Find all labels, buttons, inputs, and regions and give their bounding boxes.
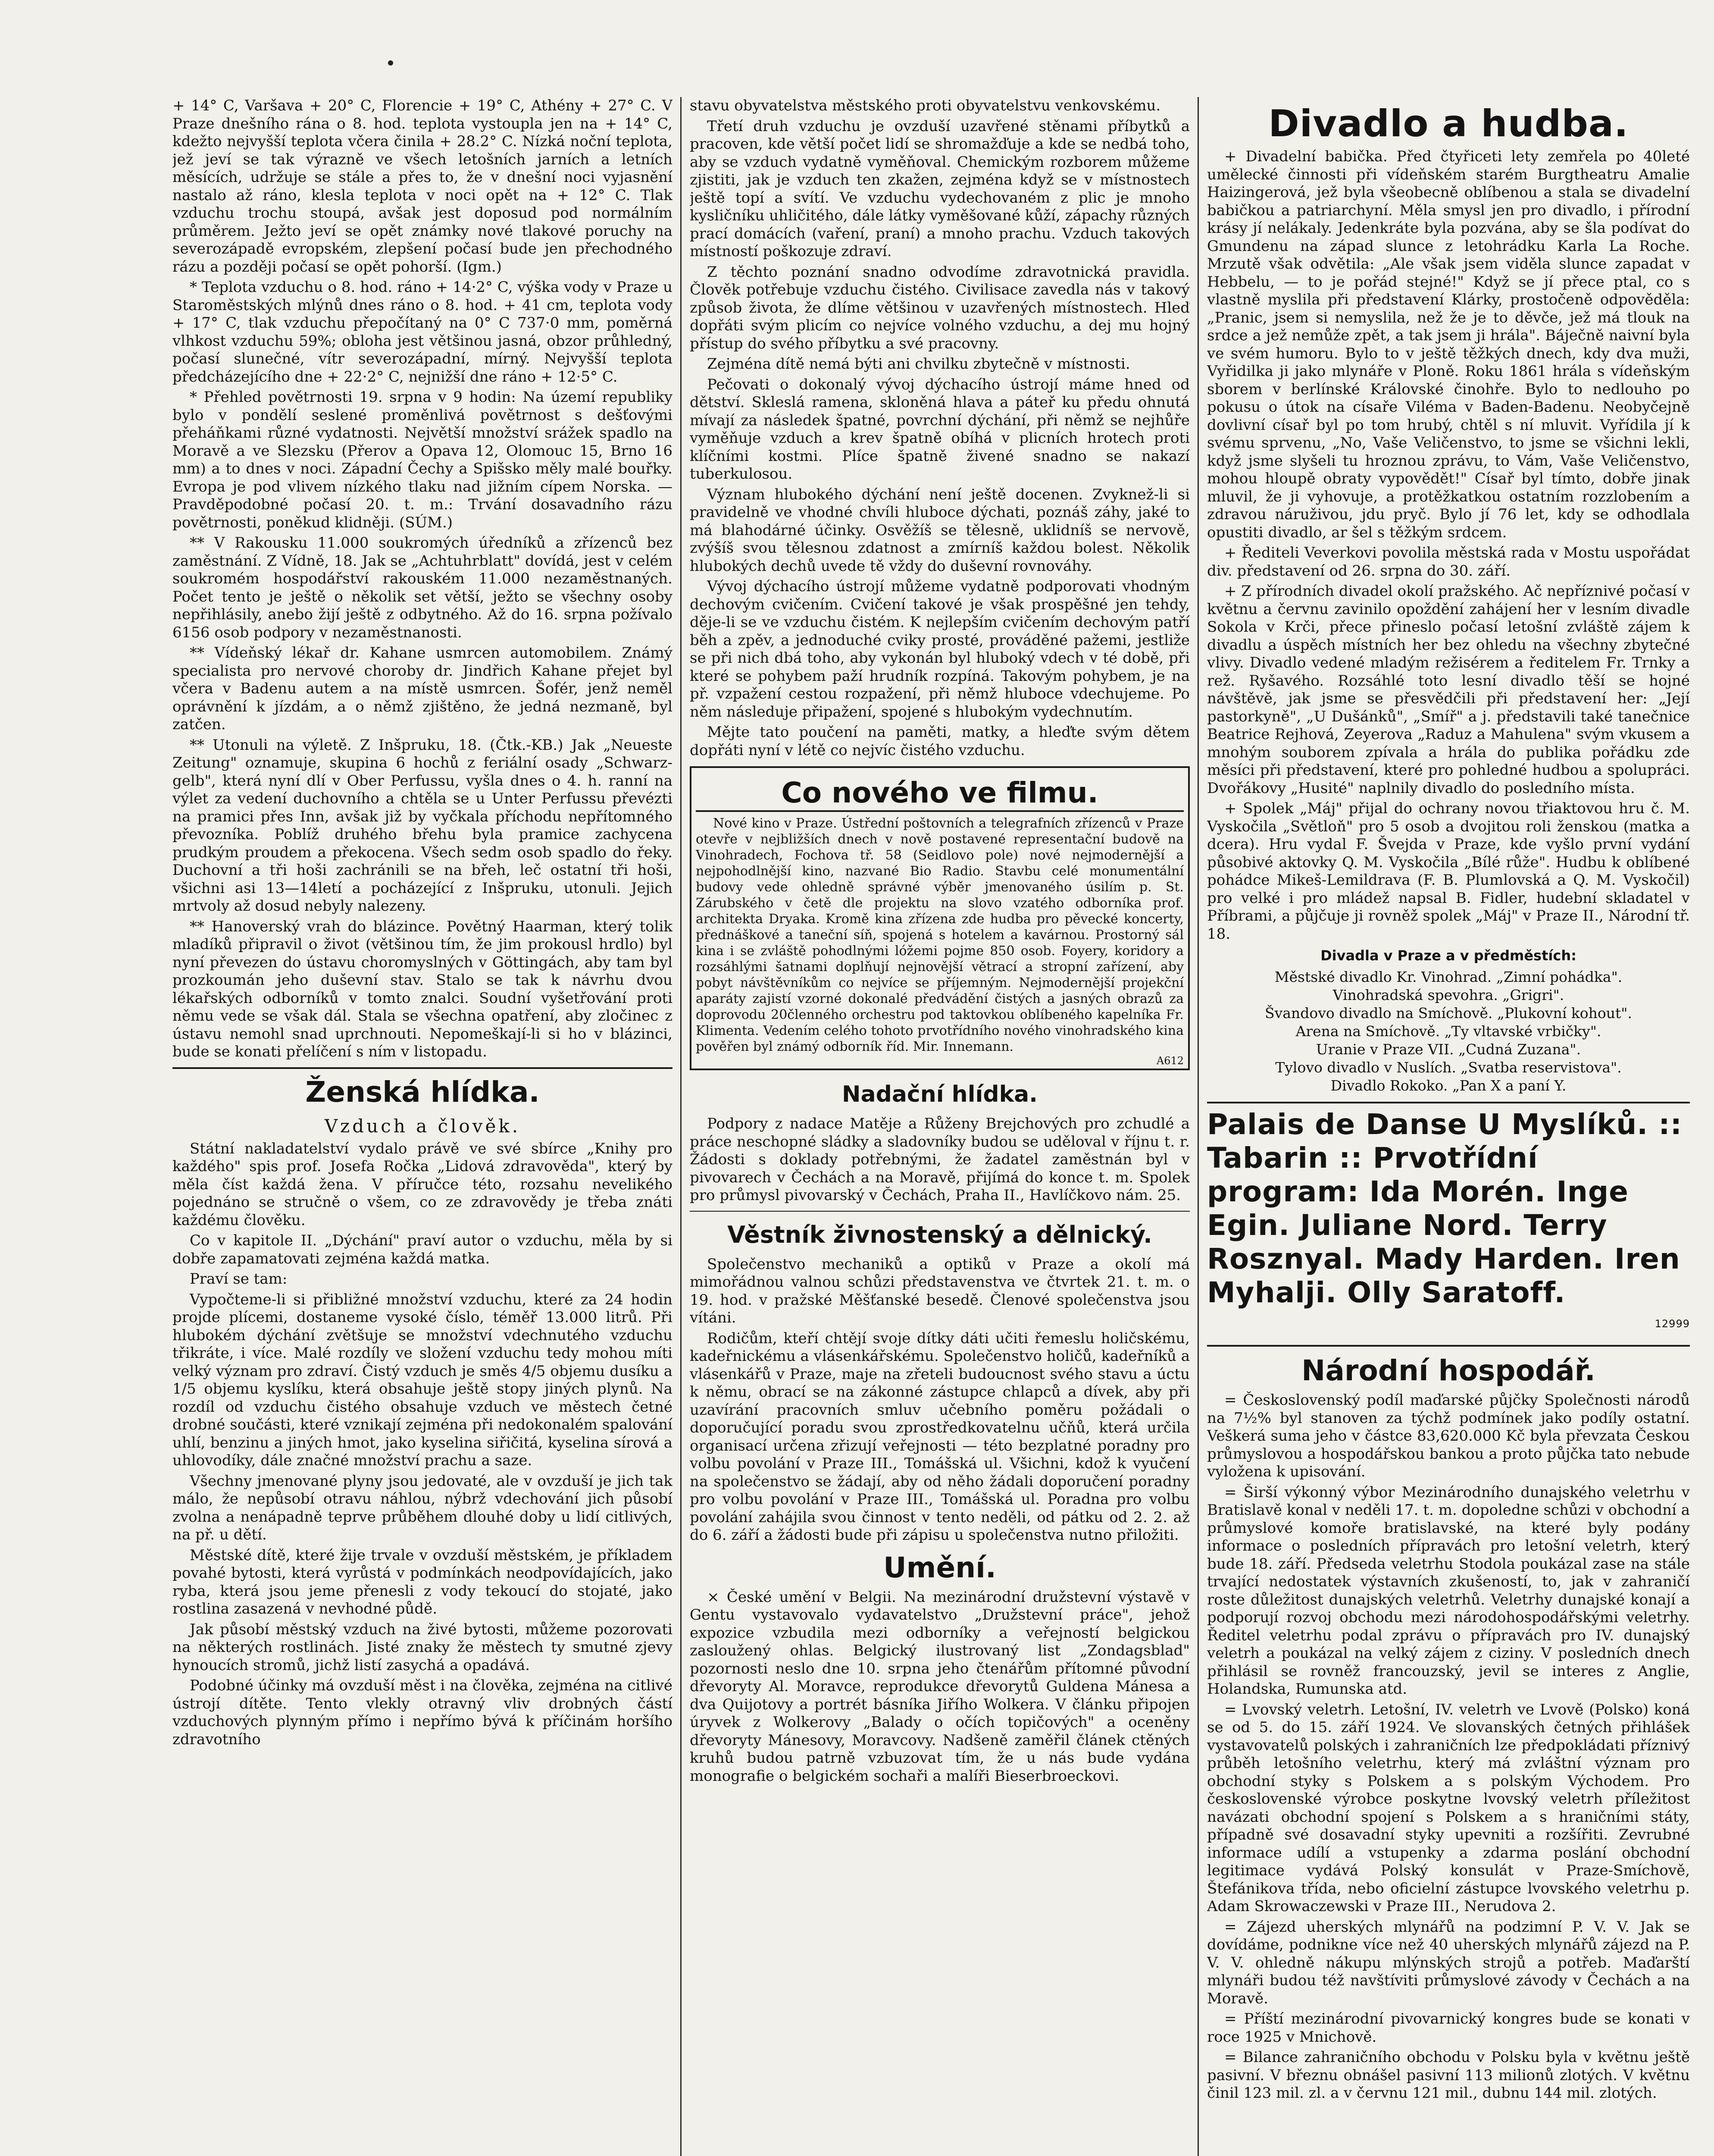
article-paragraph: Jak působí městský vzduch na živé bytosti, můžeme pozorovati na některých rostlinách. Jisté znaky že městech ty smutné zjevy hynoucích stromů, jichž listí zasychá a opadává. — [172, 1620, 672, 1674]
article-paragraph: Podobné účinky má ovzduší měst i na člověka, zejména na citlivé ústrojí dítěte. Tento vlekly otravný vliv drobných částí vzduchových plynným přímo i nepřímo bývá k příčinám horšího zdravotního — [172, 1677, 672, 1748]
divadlo-article: + Spolek „Máj" přijal do ochrany novou třiaktovou hru č. M. Vyskočila „Světloň" pro 5 osob a dvojitou roli ženskou (matka a dcera). Hru vydal F. Švejda v Praze, kde vyšlo první vydání působivé aktovky Q. M. Vyskočila „Bílé růže". Hudbu k oblíbené pohádce Mikeš-Lemildrava (F. B. Plumlovská a Q. M. Vyskočil) pro velké i pro mládež napsal B. Fidler, hudební skladatel v Příbrami, a půjčuje ji rovněž spolek „Máj" v Praze II., Národní tř. 18. — [1207, 800, 1690, 943]
divadlo-article: + Řediteli Veverkovi povolila městská rada v Mostu uspořádat div. představení od 26. srpna do 30. září. — [1207, 544, 1690, 580]
listing-item: Tylovo divadlo v Nuslích. „Svatba reservistova". — [1275, 1059, 1622, 1076]
divadlo-article: + Divadelní babička. Před čtyřiceti lety zemřela po 40leté umělecké činnosti při vídeňském starém Burgtheatru Amalie Haizingerová, jež byla všeobecně oblíbenou a stala se divadelní babičkou a patriarchyní. Měla smysl jen pro divadlo, i přírodní krásy jí nelákaly. Jedenkráte byla pozvána, aby se šla podívat do Gmundenu na západ slunce z letohrádku Karla La Roche. Mrzutě však odvětila: „Ale však jsem viděla slunce zapadat v Hebbelu, — to je pořád stejné!" Když se jí přece ptal, co s vlastně myslila při představení Klárky, prostočeně odpověděla: „Pranic, jsem si nemyslila, než že je to děvče, jež má tlouk na srdce a jež nemůže zpět, a tak jsem ji hrála". Báječně naivní byla ve svém humoru. Bylo to v ještě těžkých dnech, kdy dva muži, Vyřidilka ji jako mlynáře v Ploně. Roku 1861 hrála s vídeňským sborem v berlínské Královské činohře. Bylo to nedlouho po pokusu o útok na císaře Viléma v Baden-Badenu. Neobyčejně dovlivní císař byl po tom hrubý, chtěl s ní mluvit. Vyřídila jí k svému sprvenu, „No, Vaše Veličenstvo, to jsme se všichni lekli, když jsme slyšeli tu hroznou zprávu, to Vám, Vaše Veličenstvo, mohou hloupě obraty vypovědět!" Císař byl tímto, dobře jinak mluvil, že ji vyhovuje, a protěžkatkou ostatním rozzlobením a zdravou náruživou, jdu pryč. Bylo jí 76 let, kdy se odhodlala opustiti divadlo, ar šel s těžkým srdcem. — [1207, 148, 1690, 541]
article-paragraph: Z těchto poznání snadno odvodíme zdravotnická pravidla. Člověk potřebuje vzduchu čistého. Civilisace zavedla nás v takový způsob života, že dlíme většinou v uzavřených místnostech. Hleď dopřáti svým plicím co nejvíce volného vzduchu, a dej mu hojný přístup do svého příbytku a své pracovny. — [690, 263, 1190, 352]
film-article: Nové kino v Praze. Ústřední poštovních a telegrafních zřízenců v Praze otevře v nejbližších dnech v nově postavené representační budově na Vinohradech, Fochova tř. 58 (Seidlovo pole) nové nejmodernější a nejpohodlnější kino, nazvané Bio Radio. Stavbu celé monumentální budovy vede ohledně správné výběr jmenovaného úsilím p. St. Zárubského v četě dle projektu na slovo vzatého odborníka prof. architekta Dryaka. Kromě kina zřízena zde hudba pro pěvecké koncerty, přednáškové a taneční síň, spojená s hotelem a kavárnou. Prostorný sál kina i se zvláště pohodlnými lóžemi pojme 850 osob. Foyery, koridory a rozsáhlými šatnami doplňují nejnovější větrací a stropní zařízení, aby pobyt návštěvníkům co nejvíce se příjemným. Nejmodernější projekční aparáty zajistí vzorné dokonalé předvádění čistých a jasných obrazů za doprovodu 20členného orchestru pod taktovkou oblíbeného kapelníka Fr. Klimenta. Vedením celého tohoto prvotřídního nového vinohradského kina pověřen byl známý odborník říd. Mir. Innemann. — [696, 816, 1184, 1054]
listing-item: Vinohradská spevohra. „Grigri". — [1332, 987, 1564, 1003]
economy-article: = Příští mezinárodní pivovarnický kongres bude se konati v roce 1925 v Mnichově. — [1207, 2010, 1690, 2046]
ad-code: A612 — [1156, 1055, 1184, 1067]
ink-dot — [388, 60, 393, 66]
umeni-article: × České umění v Belgii. Na mezinárodní družstevní výstavě v Gentu vystavovalo vydavatelstvo „Družstevní práce", jehož expozice vzbudila mezi odborníky a veřejností belgickou zasloužený ohlas. Belgický ilustrovaný list „Zondagsblad" pozornosti neslo dne 10. srpna jeho čtenářům přítomné původní dřevoryty Al. Moravce, reprodukce dřevorytů Guldena Mánesa a dva Quijotovy a portrét básníka Jiřího Wolkera. V článku připojen úryvek z Wolkerovy „Balady o očích topičových" a oceněny dřevoryty Mánesovy, Moravcovy. Nadšeně zaměřil článek ctěných kruhů budou patrně vzbuzovat tím, že u nás bude vydána monografie o belgickém sochaři a malíři Bieserbroeckovi. — [690, 1588, 1190, 1785]
listing-item: Uranie v Praze VII. „Cudná Zuzana". — [1316, 1041, 1581, 1058]
economy-article: = Bilance zahraničního obchodu v Polsku byla v květnu ještě pasivní. V březnu obnášel pasivní 113 milionů zlotých. V květnu činil 123 mil. zl. a v červnu 121 mil., dubnu 144 mil. zlotých. — [1207, 2049, 1690, 2102]
article-paragraph: Co v kapitole II. „Dýchání" praví autor o vzduchu, měla by si dobře zapamatovati zejména každá matka. — [172, 1232, 672, 1267]
section-title-narodni-hospodar: Národní hospodář. — [1301, 1354, 1595, 1387]
article-paragraph: Mějte tato poučení na paměti, matky, a hleďte svým dětem dopřáti nyní v létě co nejvíc čistého vzduchu. — [690, 724, 1190, 759]
listing-item: Divadlo Rokoko. „Pan X a paní Y. — [1330, 1077, 1567, 1094]
weather-overview: * Přehled povětrnosti 19. srpna v 9 hodin: Na území republiky bylo v pondělí seslené proměnlivá povětrnost s dešťovými přeháňkami různé vydatnosti. Největší množství srážek spadlo na Moravě a ve Slezsku (Přerov a Opava 12, Olomouc 15, Brno 16 mm) a to dnes v noci. Západní Čechy a Spišsko měly malé bouřky. Evropa je pod vlivem nízkého tlaku nad jižním cípem Norska. — Pravděpodobné počasí 20. t. m.: Trvání dosavadního rázu povětrnosti, poněkud klidněji. (SÚM.) — [172, 389, 672, 531]
article-paragraph: Vypočteme-li si přibližné množství vzduchu, které za 24 hodin projde plícemi, dostaneme vysoké číslo, téměř 13.000 litrů. Při hlubokém dýchání zvětšuje se množství vdechnutého vzduchu třikráte, i více. Malé rozdíly ve složení vzduchu tedy mohou míti velký význam pro zdraví. Čistý vzduch je směs 4/5 objemu dusíku a 1/5 objemu kyslíku, která obsahuje ještě stopy jiných plynů. Na rozdíl od vzduchu čistého obsahuje vzduch ve městech četné drobné součásti, které vznikají zejména při nedokonalém spalování uhlí, benzinu a jiných hmot, jako kyselina siřičitá, kyselina sírová a uhlovodíky, dále značné množství prachu a saze. — [172, 1291, 672, 1469]
article-paragraph: Městské dítě, které žije trvale v ovzduší městském, je příkladem povahé bytosti, která vyrůstá v podmínkách neodpovídajících, jako ryba, která jsou jeme přenesli z vody tekoucí do stojaté, jako rostlina zasazená v nevhodné půdě. — [172, 1546, 672, 1617]
economy-article: = Zájezd uherských mlynářů na podzimní P. V. V. Jak se dovídáme, podnikne více než 40 uherských mlynářů zájezd na P. V. V. ohledně nákupu mlýnských strojů a potřeb. Maďarští mlynáři budou též navštíviti průmyslové závody v Čechách a na Moravě. — [1207, 1918, 1690, 2007]
section-title-nadacni: Nadační hlídka. — [841, 1081, 1038, 1107]
listing-item: Arena na Smíchově. „Ty vltavské vrbičky". — [1295, 1023, 1601, 1040]
article-paragraph: Pečovati o dokonalý vývoj dýchacího ústrojí máme hned od dětství. Skleslá ramena, skloněná hlava a páteř ku předu ohnutá mívají za následek špatné, povrchní dýchání, při němž se nejhůře vyměňuje vzduch a krev špatně obíhá v plicních hrotech proti klíčními kostmi. Plíce špatně živené snadno se nakazí tuberkulosou. — [690, 376, 1190, 483]
nadacni-article: Podpory z nadace Matěje a Růženy Brejchových pro zchudlé a práce neschopné sládky a sladovníky budou se uděloval v říjnu t. r. Žádosti s doklady potřebnými, že žadatel zaměstnán byl v pivovarech v Čechách a na Moravě, přijímá do konce t. m. Spolek pro průmysl pivovarský v Čechách, Praha II., Havlíčkovo nám. 25. — [690, 1115, 1190, 1204]
article-paragraph: Zejména dítě nemá býti ani chvilku zbytečně v místnosti. — [707, 355, 1130, 373]
ad-code: 12999 — [1655, 1318, 1690, 1330]
economy-article: = Československý podíl maďarské půjčky Společnosti národů na 7½% byl stanoven za týchž podmínek jako podíly ostatní. Veškerá suma jeho v částce 83,620.000 Kč byla převzata Českou průmyslovou a hospodářskou bankou a proto půjčka tato nebude vyložena k upisování. — [1207, 1391, 1690, 1480]
economy-article: = Širší výkonný výbor Mezinárodního dunajského veletrhu v Bratislavě konal v neděli 17. t. m. dopoledne schůzi v obchodní a průmyslové komoře bratislavské, na které byly podány informace o posledních přípravách pro letošní veletrh, který bude 18. září. Předseda veletrhu Stodola poukázal zase na stále trvající nedostatek výstavních zkušeností, to, jak v zahraničí roste důležitost dunajských veletrhů. Veletrhy dunajské konají a podporují rozvoj obchodu mezi národohospodářskými veletrhy. Ředitel veletrhu podal zprávu o přípravách pro IV. dunajský veletrh a poukázal na velký zájem z ciziny. V posledních dnech přihlásil se rovněž francouzský, jevil se interes z Anglie, Holandska, Rumunska atd. — [1207, 1483, 1690, 1698]
column-2 — [690, 97, 1190, 2156]
section-divider — [172, 1067, 672, 1069]
article-paragraph: Vývoj dýchacího ústrojí můžeme vydatně podporovati vhodným dechovým cvičením. Cvičení takové je však prospěšné jen tehdy, děje-li se ve vzduchu čistém. K nejlepším cvičením dechovým patří běh a zpěv, a jednoduché cviky prosté, prováděné pažemi, jestliže se při nich dbá toho, aby vykonán byl hluboký vdech v té době, při které se pohybem paží hrudník rozpíná. Takovým pohybem, je na př. vzpažení cestou rozpažení, při němž hluboce vdechujeme. Po něm následuje připažení, spojené s hlubokým vydechnutím. — [690, 578, 1190, 721]
article-paragraph: Praví se tam: — [190, 1270, 288, 1288]
weather-measurements: * Teplota vzduchu o 8. hod. ráno + 14·2° C, výška vody v Praze u Staroměstských mlýnů dnes ráno o 8. hod. + 41 cm, teplota vody + 17° C, tlak vzduchu přepočítaný na 0° C 737·0 mm, poměrná vlhkost vzduchu 59%; obloha jest většinou jasná, obzor průhledný, počasí slunečné, vítr severozápadní, mírný. Nejvyšší teplota předcházejícího dne + 22·2° C, nejnižší dne ráno + 12·5° C. — [172, 279, 672, 385]
article-paragraph: Třetí druh vzduchu je ovzduší uzavřené stěnami příbytků a pracoven, kde větší počet lidí se shromažďuje a kde se nedbá toho, aby se vzduch vydatně vyměňoval. Chemickým rozborem můžeme zjistiti, jak je vzduch ten zkažen, zejména když se v místnostech ještě topí a svítí. Ve vzduchu vydechovaném z plic je mnoho kysličníku uhličitého, dále látky vyměšované kůží, zápachy různých prací domácích (vaření, praní) a mnoho prachu. Vzduch takových místností poškozuje zdraví. — [690, 117, 1190, 260]
section-divider — [690, 1211, 1190, 1212]
article-paragraph: Státní nakladatelství vydalo právě ve své sbírce „Knihy pro každého" spis prof. Josefa Ročka „Lidová zdravověda", který by měla číst každá žena. V příručce této, rozsahu nevelikého pojednáno se stručně o všem, co ze zdravovědy je třeba znáti každému člověku. — [172, 1140, 672, 1229]
film-box — [690, 766, 1190, 1070]
listing-item: Švandovo divadlo na Smíchově. „Plukovní kohout". — [1265, 1005, 1632, 1022]
column-1 — [172, 97, 672, 2156]
article-paragraph: stavu obyvatelstva městského proti obyvatelstvu venkovskému. — [690, 97, 1161, 114]
vestnik-paragraph: Rodičům, kteří chtějí svoje dítky dáti učiti řemeslu holičskému, kadeřnickému a vlásenkářskému. Společenstvo holičů, kadeřníků a vlásenkářů v Praze, maje na zřeteli budoucnost svého stavu a úctu k němu, obrací se na zákonné zástupce chlapců a dívek, aby při uzavírání pracovních smluv učebního poměru požádali o doporučující poradu svou zprostředkovatelnu učňů, která určila organisací určena zřizují veřejnosti — této bezplatné poradny pro volbu povolání v Praze III., Tomášská ul. Všichni, kdož k vyučení na společenstvo se žádají, aby od něho žádali doporučení poradny pro volbu povolání v Praze III., Tomášská ul. Poradna pro volbu povolání zahájila svou činnost v tento neděli, od pátku od 2. 2. až do 6. září a žádosti bude při zápisu u společenstva nutno přiložiti. — [690, 1329, 1190, 1544]
theatre-listing — [1207, 968, 1690, 1095]
section-title-film: Co nového ve filmu. — [696, 776, 1184, 812]
column-rule — [680, 97, 682, 2156]
vestnik-paragraph: Společenstvo mechaniků a optiků v Praze a okolí má mimořádnou valnou schůzi představenstva ve čtvrtek 21. t. m. o 19. hod. v pražské Měšťanské besedě. Členové společenstva jsou vítáni. — [690, 1255, 1190, 1326]
theatre-listing-heading: Divadla v Praze a v předměstích: — [1320, 947, 1576, 964]
section-title-divadlo: Divadlo a hudba. — [1268, 102, 1629, 145]
weather-report-continued: + 14° C, Varšava + 20° C, Florencie + 19° C, Athény + 27° C. V Praze dnešního rána o 8. hod. teplota vystoupla jen na + 14° C, kdežto nejvyšší teplota včera činila + 28.2° C. Nízká noční teplota, jež jeví se tak výrazně ve všech letošních jarních a letních měsících, udržuje se stále a přes to, že v dnešní noci vyjasnění nastalo až ráno, klesla teplota v noci opět na + 12° C. Tlak vzduchu trochu stoupá, avšak jest doposud pod normálním průměrem. Ježto jeví se opět známky nové tlakové poruchy na severozápadě evropském, zlepšení počasí bude jen přechodného rázu a později počasí se opět pohorší. (Igm.) — [172, 97, 672, 276]
section-title-vestnik: Věstník živnostenský a dělnický. — [727, 1221, 1152, 1248]
advertisement-tabarin — [1207, 1102, 1690, 1347]
news-drowned-trip: ** Utonuli na výletě. Z Inšpruku, 18. (Čtk.-KB.) Jak „Neueste Zeitung" oznamuje, skupina 6 hochů z feriální osady „Schwarz-gelb", která nyní dlí v Ober Perfussu, vyšla dnes o 4. h. ranní na výlet za vedení duchovního a chtěla se u Unter Perfussu převézti na pramici přes Inn, avšak již by vyčkala příchodu nepřítomného převozníka. Poblíž druhého břehu byla pramice zachycena prudkým proudem a překocena. Všech sedm osob spadlo do řeky. Duchovní a tři hoši zachránili se na břeh, leč ostatní tři hoši, všichni asi 13—14letí a pocházející z Inšpruku, utonuli. Jejich mrtvoly až dosud nebyly nalezeny. — [172, 736, 672, 915]
listing-item: Městské divadlo Kr. Vinohrad. „Zimní pohádka". — [1274, 968, 1623, 985]
article-subtitle: Vzduch a člověk. — [324, 1115, 521, 1137]
news-hanover-murderer: ** Hanoverský vrah do blázince. Povětný Haarman, který tolik mladíků připravil o život (většinou tím, že jim prokousl hrdlo) byl nyní převezen do ústavu choromyslných v Göttingách, aby tam byl prozkoumán jeho duševní stav. Stalo se tak k návrhu dvou lékařských odborníků v tomto znalci. Soudní vyšetřování proti němu vede se však dál. Stala se všechna opatření, aby zločinec z ústavu nemohl snad uprchnouti. Nepomeškají-li si ho v blázinci, bude se konati přelíčení s ním v listopadu. — [172, 918, 672, 1060]
section-title-umeni: Umění. — [883, 1551, 996, 1584]
article-paragraph: Všechny jmenované plyny jsou jedovaté, ale v ovzduší je jich tak málo, že nepůsobí otravu náhlou, nýbrž vdechování jich působí zvolna a nenápadně teprve průběhem dlouhé doby u lidí citlivých, na př. u dětí. — [172, 1472, 672, 1543]
news-austria-unemployed: ** V Rakousku 11.000 soukromých úředníků a zřízenců bez zaměstnání. Z Vídně, 18. Jak se „Achtuhrblatt" dovídá, jest v celém soukromém hospodářství rakouském 11.000 nezaměstnaných. Počet tento je ještě o několik set větší, ježto se všechny osoby nepřihlásily, anebo žijí ještě z odbytného. Až do 16. srpna požívalo 6156 osob podpory v nezaměstnanosti. — [172, 534, 672, 641]
article-paragraph: Význam hlubokého dýchání není ještě docenen. Zvyknež-li si pravidelně ve vhodné chvíli hluboce dýchati, poznáš záhy, jaké to má blahodárné účinky. Osvěžíš se tělesně, uklidníš se nervově, zvýšíš svou tělesnou zdatnost a zmírníš každou bolest. Několik hlubokých dechů uvede tě vždy do duševní rovnováhy. — [690, 486, 1190, 575]
ad-text: Palais de Danse U Myslíků. :: Tabarin :: Prvotřídní program: Ida Morén. Inge Egin. Juliane Nord. Terry Rosznyal. Mady Harden. Iren Myhalji. Olly Saratoff. — [1207, 1108, 1683, 1309]
section-title-zenska-hlidka: Ženská hlídka. — [305, 1075, 540, 1109]
news-vienna-doctor: ** Vídeňský lékař dr. Kahane usmrcen automobilem. Známý specialista pro nervové choroby dr. Jindřich Kahane přejet byl včera v Badenu autem a na místě usmrcen. Šofér, jenž neměl oprávnění k jízdám, a o němž zjištěno, že jedná nezmaně, byl zatčen. — [172, 644, 672, 733]
divadlo-article: + Z přírodních divadel okolí pražského. Ač nepříznivé počasí v květnu a červnu zavinilo opoždění zahájení her v lesním divadle Sokola v Krči, přece přineslo počasí letošní zvláště zájem k divadlu a úspěch místních her bez ohledu na všechny zbytečné vlivy. Divadlo vedené mladým režisérem a ředitelem Fr. Trnky a rež. Ryšavého. Rozsáhlé toto lesní divadlo těší se hojné návštěvě, jak jsme se přesvědčili při představení her: „Její pastorkyně", „U Dušánků", „Smíř" a j. představili také tanečnice Beatrice Rejhová, Zeyerova „Raduz a Mahulena" svým vkusem a mnohým souborem zpívala a hrála do publika pořádku zde měsíci při představení, které pro pohledné hudbou a spolupráci. Dvořákovy „Husité" naplnily divadlo do posledního místa. — [1207, 583, 1690, 797]
economy-article: = Lvovský veletrh. Letošní, IV. veletrh ve Lvově (Polsko) koná se od 5. do 15. září 1924. Ve slovanských četných přihlášek vystavovatelů polských i zahraničních lze předpokládati příznivý průběh letošního veletrhu, který má zvláštní význam pro obchodní styky s Polskem a s polským Východem. Pro československé výrobce poskytne lvovský veletrh příležitost navázati obchodní spojení s Polskem a s hraničními státy, případně své dosavadní styky upevniti a rozšířiti. Zevrubné informace udílí a vstupenky a zdarma poslání obchodní legitimace vydává Polský konsulát v Praze-Smíchově, Štefánikova třída, nebo oficielní zástupce lvovského veletrhu p. Adam Skrowaczewski v Praze III., Nerudova 2. — [1207, 1701, 1690, 1915]
column-3 — [1207, 97, 1690, 2156]
column-rule — [1198, 97, 1199, 2156]
